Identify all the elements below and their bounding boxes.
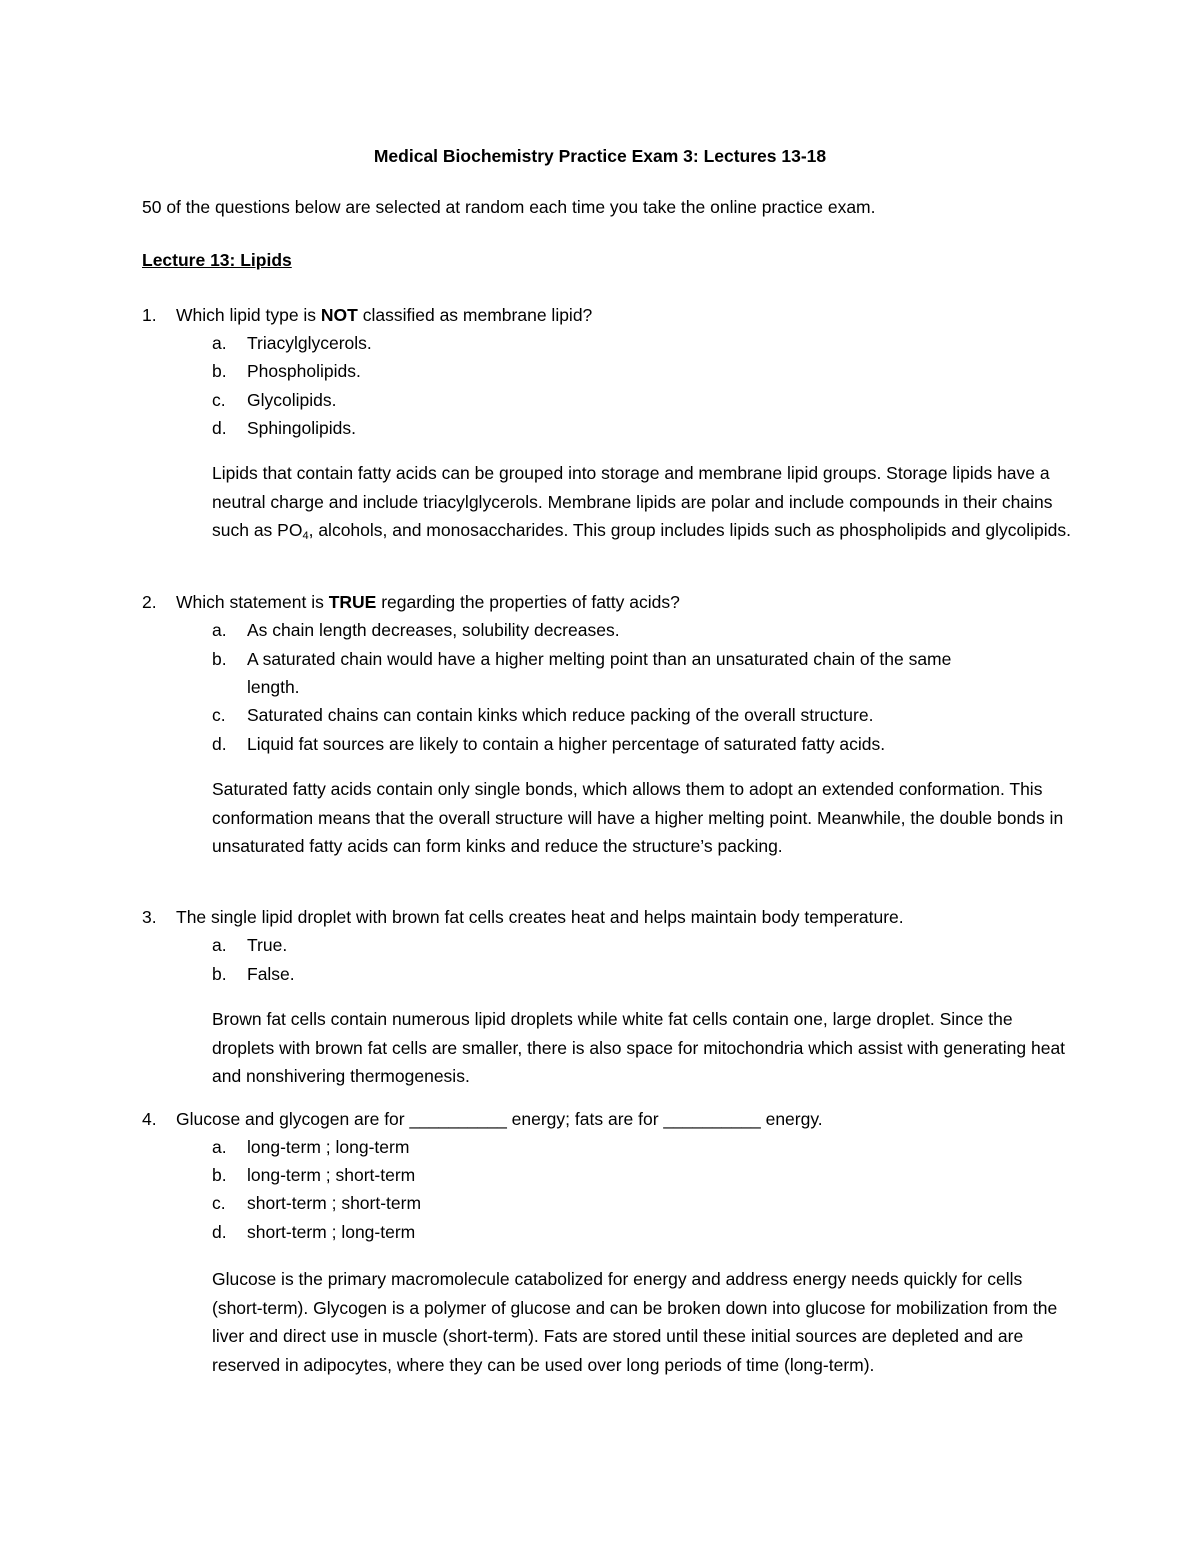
answer-explanation: Saturated fatty acids contain only single bonds, which allows them to adopt an extended conformation. This conformation means that the overall structure will have a higher melting point. Meanwhile, the double bonds in unsaturated fatty acids can form kinks and reduce the structure’s packing. — [212, 779, 1064, 856]
option-letter: b. — [212, 649, 227, 669]
option-letter: a. — [212, 935, 227, 955]
question-number: 2. — [142, 592, 157, 612]
question-text: Which lipid type is NOT classified as membrane lipid? — [176, 305, 593, 325]
question-number: 3. — [142, 907, 157, 927]
option-text: short-term ; short-term — [247, 1193, 422, 1213]
option-letter: a. — [212, 620, 227, 640]
option-text: Glycolipids. — [247, 390, 337, 410]
option-letter: d. — [212, 734, 227, 754]
option-text: long-term ; long-term — [247, 1137, 410, 1157]
option-text-continued: length. — [247, 677, 300, 697]
option-text: False. — [247, 964, 295, 984]
question-number: 4. — [142, 1109, 157, 1129]
answer-explanation: Lipids that contain fatty acids can be grouped into storage and membrane lipid groups. Storage lipids have a neutral charge and include triacylglycerols. Membrane lipids are polar and include compounds in their chains such as $PO_4$, alcohols, and monosaccharides. This group includes lipids such as phospholipids and glycolipids. — [212, 463, 1071, 542]
option-letter: d. — [212, 418, 227, 438]
option-text: short-term ; long-term — [247, 1222, 416, 1242]
option-letter: b. — [212, 361, 227, 381]
option-letter: b. — [212, 1165, 227, 1185]
option-letter: a. — [212, 333, 227, 353]
option-text: Sphingolipids. — [247, 418, 356, 438]
option-letter: b. — [212, 964, 227, 984]
option-letter: d. — [212, 1222, 227, 1242]
option-text: As chain length decreases, solubility decreases. — [247, 620, 620, 640]
question-text: Which statement is TRUE regarding the properties of fatty acids? — [176, 592, 680, 612]
page-title: Medical Biochemistry Practice Exam 3: Lectures 13-18 — [373, 146, 827, 166]
option-letter: c. — [212, 705, 226, 725]
section-heading: Lecture 13: Lipids — [142, 250, 292, 270]
option-text: Liquid fat sources are likely to contain a higher percentage of saturated fatty acids. — [247, 734, 886, 754]
intro-text: 50 of the questions below are selected at random each time you take the online practice exam. — [142, 197, 876, 217]
option-letter: c. — [212, 390, 226, 410]
question-text: Glucose and glycogen are for __________ energy; fats are for __________ energy. — [176, 1109, 823, 1129]
option-text: Triacylglycerols. — [247, 333, 372, 353]
question-number: 1. — [142, 305, 157, 325]
option-letter: c. — [212, 1193, 226, 1213]
option-text: A saturated chain would have a higher melting point than an unsaturated chain of the same — [247, 649, 952, 669]
option-text: Saturated chains can contain kinks which reduce packing of the overall structure. — [247, 705, 874, 725]
option-text: Phospholipids. — [247, 361, 361, 381]
answer-explanation: Glucose is the primary macromolecule catabolized for energy and address energy needs quickly for cells (short-term). Glycogen is a polymer of glucose and can be broken down into glucose for mobilization from the liver and direct use in muscle (short-term). Fats are stored until these initial sources are depleted and are reserved in adipocytes, where they can be used over long periods of time (long-term). — [212, 1269, 1058, 1375]
option-text: long-term ; short-term — [247, 1165, 416, 1185]
question-text: The single lipid droplet with brown fat cells creates heat and helps maintain body temperature. — [176, 907, 904, 927]
option-letter: a. — [212, 1137, 227, 1157]
answer-explanation: Brown fat cells contain numerous lipid droplets while white fat cells contain one, large droplet. Since the droplets with brown fat cells are smaller, there is also space for mitochondria which assist with generating heat and nonshivering thermogenesis. — [212, 1009, 1066, 1086]
option-text: True. — [247, 935, 288, 955]
